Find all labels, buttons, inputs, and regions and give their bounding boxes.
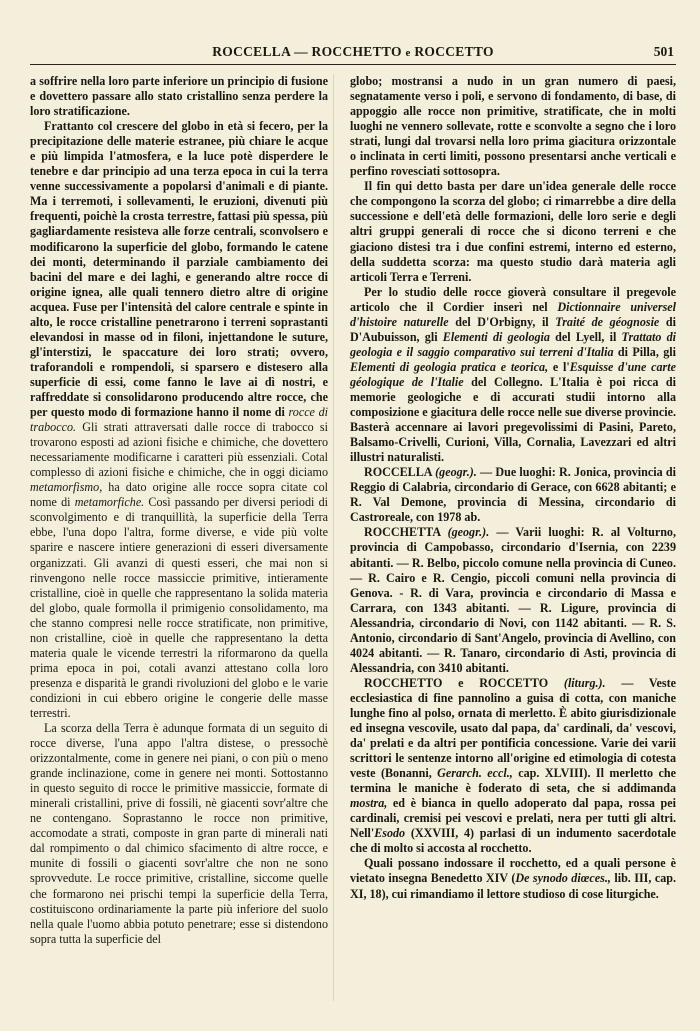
header-title-part2: ROCCETTO (414, 44, 494, 59)
entry-rocchetto-term: mostra, (350, 796, 388, 811)
bib-text-d: del Lyell, il (555, 329, 617, 344)
left-p2-text: Frattanto col crescere del globo in età si fecero, per la precipitazione delle materie estranee, più chiare le acque e più limpida l'atmosfera, e la luce potè disperdere le tenebre e dar principio ad una terza epoca in cui la terra venne successivamente a popolarsi d'animali e di piante. Ma i terremoti, i sollevamenti, le eruzioni, divenuti più frequenti, poichè la crosta terrestre, fattasi più spessa, più gagliardamente resisteva alle forze centrali, sconvolsero e modificarono la superficie del globo, formando le catene dei monti, determinando il parziale cambiamento dei bacini del mare e dei laghi, e generando altre rocce di origine ignea, alle quali tennero dietro altre di origine acquea. Fuse per l'intensità del calore centrale e spinte in alto, le rocce cristalline penetrarono i terreni soprastanti elevandosi in masse od in filoni, injettandone le suture, gl'interstizi, le spaccature dei loro strati; ovvero, traforandoli e rompendoli, si sparsero e distesero alla superficie di essi, come fanno le lave ai dì nostri, e raffreddate si consolidarono producendo altre rocce, che per questo modo di formazione hanno il nome di (30, 119, 328, 420)
left-p2-italic-term-2: metamorfismo, (30, 480, 103, 495)
left-p2-italic-term-3: metamorfiche. (74, 495, 145, 510)
left-paragraph-2 (30, 119, 328, 721)
right-paragraph-bibliography (350, 285, 676, 466)
left-paragraph-3: La scorza della Terra è adunque formata di un seguito di rocce diverse, l'una appo l'altra distese, o pressochè orizzontalmente, come in genere nei piani, o con più o meno grande inclinazione, come in genere nei monti. Sottostanno in questo seguito di rocce le primitive massiccie, formate di minerali cristallini, prive di fossili, nè giacenti sovr'altre che ne contengano. Soprastanno le rocce non primitive, accomodate a strati, composte in gran parte di minerali nati dal rompimento o dal chimico sfacimento di altre rocce, e munite di fossili o giacenti sovr'altre che non ne sono sprovvedute. Le rocce primitive, cristalline, siccome quelle che formarono nei prischi tempi la superficie della Terra, costituiscono ordinariamente la parte più inferiore del suolo nella quale l'uomo abbia potuto penetrare; esse si distendono sopra tutta la superficie del (30, 721, 328, 946)
text-columns (30, 74, 676, 1011)
left-p2-italic-term: rocce di trabocco. (30, 405, 328, 435)
header-title-conjunction: e (405, 47, 411, 59)
entry-rocchetta-head: ROCCHETTA (364, 525, 441, 540)
last-text-b: lib. III, cap. XI, 18), cui rimandiamo il lettore studioso di cose liturgiche. (350, 871, 676, 901)
entry-rocchetto-citation-1: Gerarch. eccl., (437, 766, 513, 781)
bib-title-6: Esquisse d'une carte géologique de l'Italie (350, 359, 676, 389)
page-number: 501 (653, 44, 674, 59)
entry-rocchetta (350, 525, 676, 675)
left-paragraph-1: a soffrire nella loro parte inferiore un principio di fusione e dovettero passare allo stato cristallino senza perdere la loro stratificazione. (30, 74, 328, 119)
right-paragraph-2: Il fin qui detto basta per dare un'idea generale delle rocce che compongono la scorza del globo; ci rimarrebbe a dire della successione e dell'età delle formazioni, delle loro serie e degli altri gruppi generali di rocce che si dicono terreni e che giaciono distesi tra i due confini estremi, interno ed esterno, della suddetta scorza: ma questo studio darà materia agli articoli Terra e Terreni. (350, 179, 676, 284)
bib-text-b: del D'Orbigny, il (455, 314, 549, 329)
entry-rocchetto-tag: (liturg.). (563, 675, 606, 690)
left-p2-continuation: Gli strati attraversati dalle rocce di trabocco si trovarono esposti ad azioni fisiche e chimiche, che dovettero necessariamente modificarne i caratteri più essenziali. Cotal complesso di azioni fisiche e chimiche, che in oggi diciamo (30, 420, 328, 480)
entry-roccella-tag: (geogr.). (435, 465, 477, 480)
last-text-a: Quali possano indossare il rocchetto, ed a quali persone è vietato insegna Benedetto XIV ( (350, 856, 676, 886)
bib-title-3: Elementi di geologia (442, 329, 550, 344)
last-citation: De synodo diœces., (515, 871, 611, 886)
entry-roccella-text: — Due luoghi: R. Jonica, provincia di Reggio di Calabria, circondario di Gerace, con 6628 abitanti; e R. Val Demone, provincia di Messina, circondario di Castroreale, con 1978 ab. (350, 465, 676, 525)
entry-rocchetto-text-d: (XXVIII, 4) parlasi di un indumento sacerdotale che di molto si accosta al rocchetto. (350, 826, 676, 856)
bib-text-c: di D'Aubuisson, gli (350, 314, 676, 344)
entry-roccella-head: ROCCELLA (364, 465, 432, 480)
right-paragraph-last (350, 856, 676, 901)
bib-title-2: Traité de géognosie (555, 314, 660, 329)
bib-text-f: e l' (552, 359, 570, 374)
header-title-part1: ROCCELLA — ROCCHETTO (212, 44, 402, 59)
entry-rocchetto-citation-2: Esodo (374, 826, 406, 841)
entry-roccella (350, 465, 676, 525)
left-p2-continuation-3: Così passando per diversi periodi di sconvolgimento e di tranquillità, la superficie della Terra ebbe, l'una dopo l'altra, forme diverse, e vide più volte sparire e nascere intiere generazioni di esseri diversamente organizzati. Gli avanzi di questi esseri, che mai non si rinvengono nelle rocce massiccie primitive, intieramente cristalline, cioè in quelle che rappresentano la solida materia del globo, quale formolla il primigenio consolidamento, ma che stanno compresi nelle rocce stratificate, non primitive, non cristalline, cioè in quelle che rappresentano la detta materia quale le vicende terrestri la riformarono da quella prima epoca in poi, cotali avanzi attestano colla loro presenza e disparità le grandi rivoluzioni del globo e le varie condizioni in cui ebbero origine le congerie delle masse terrestri. (30, 495, 328, 720)
right-paragraph-1: globo; mostransi a nudo in un gran numero di paesi, segnatamente verso i poli, e servono di fondamento, di base, di appoggio alle rocce non primitive, stratificate, che in molti luoghi ne vennero sollevate, rotte e sconvolte a segno che i loro strati, lungi dal trovarsi nella loro prima giacitura orizzontale o inclinata in certi limiti, possono presentarsi anche verticali e perfino rovesciati sottosopra. (350, 74, 676, 179)
entry-rocchetto (350, 676, 676, 857)
header-title (30, 44, 676, 60)
right-column (350, 74, 676, 1011)
entry-rocchetto-text-b: cap. XLVIII). Il merletto che termina le maniche è foderato di seta, che si addimanda (350, 766, 676, 796)
bib-title-1: Dictionnaire universel d'histoire naturelle (350, 299, 677, 329)
entry-rocchetto-text-a: — Veste ecclesiastica di fine pannolino a guisa di cotta, con maniche lunghe fino al polso, ornata di merletto. È abito giurisdizionale ed insegna vescovile, usato dal papa, da' cardinali, da' vescovi, da' prelati e da altri per pontificia concessione. Varie dei varii scrittori le sentenze intorno all'origine ed etimologia di cotesta veste (Bonanni, (350, 675, 676, 781)
entry-rocchetto-text-c: ed è bianca in quello adoperato dal papa, rossa pei cardinali, cremisi pei vescovi e prelati, nera per tutti gli altri. Nell' (350, 796, 676, 841)
left-column (30, 74, 328, 1011)
bib-text-a: Per lo studio delle rocce gioverà consultare il pregevole articolo che il Cordier inserì nel (350, 284, 676, 314)
bib-text-g: del Collegno. L'Italia è poi ricca di memorie geologiche e di accurati studii intorno alla composizione e giacitura delle rocce nelle sue diverse provincie. Basterà accennare ai lavori pregevolissimi di Pasini, Pareto, Balsamo-Crivelli, Curioni, Villa, Cornalia, Lavezzari ed altri illustri naturalisti. (350, 374, 676, 465)
entry-rocchetta-tag: (geogr.). (447, 525, 490, 540)
bib-title-5: Elementi di geologia pratica e teorica, (350, 359, 549, 374)
bib-text-e: di Pilla, gli (617, 344, 676, 359)
bib-title-4: Trattato di geologia e il saggio comparativo sui terreni d'Italia (350, 329, 677, 359)
entry-rocchetto-head: ROCCHETTO e ROCCETTO (364, 675, 549, 690)
left-p2-continuation-2: ha dato origine alle rocce sopra citate col nome di (30, 480, 328, 510)
entry-rocchetta-text: — Varii luoghi: R. al Volturno, provincia di Campobasso, circondario d'Isernia, con 2239 abitanti. — R. Belbo, piccolo comune nella provincia di Cuneo. — R. Cairo e R. Cengio, piccoli comuni nella provincia di Genova. - R. di Vara, provincia e circondario di Massa e Carrara, con 1343 abitanti. — R. Ligure, provincia di Alessandria, circondario di Novi, con 1142 abitanti. — R. S. Antonio, circondario di Sant'Angelo, provincia di Avellino, con 4024 abitanti. — R. Tanaro, circondario di Asti, provincia di Alessandria, con 3410 abitanti. (350, 525, 677, 675)
running-header (30, 42, 676, 65)
